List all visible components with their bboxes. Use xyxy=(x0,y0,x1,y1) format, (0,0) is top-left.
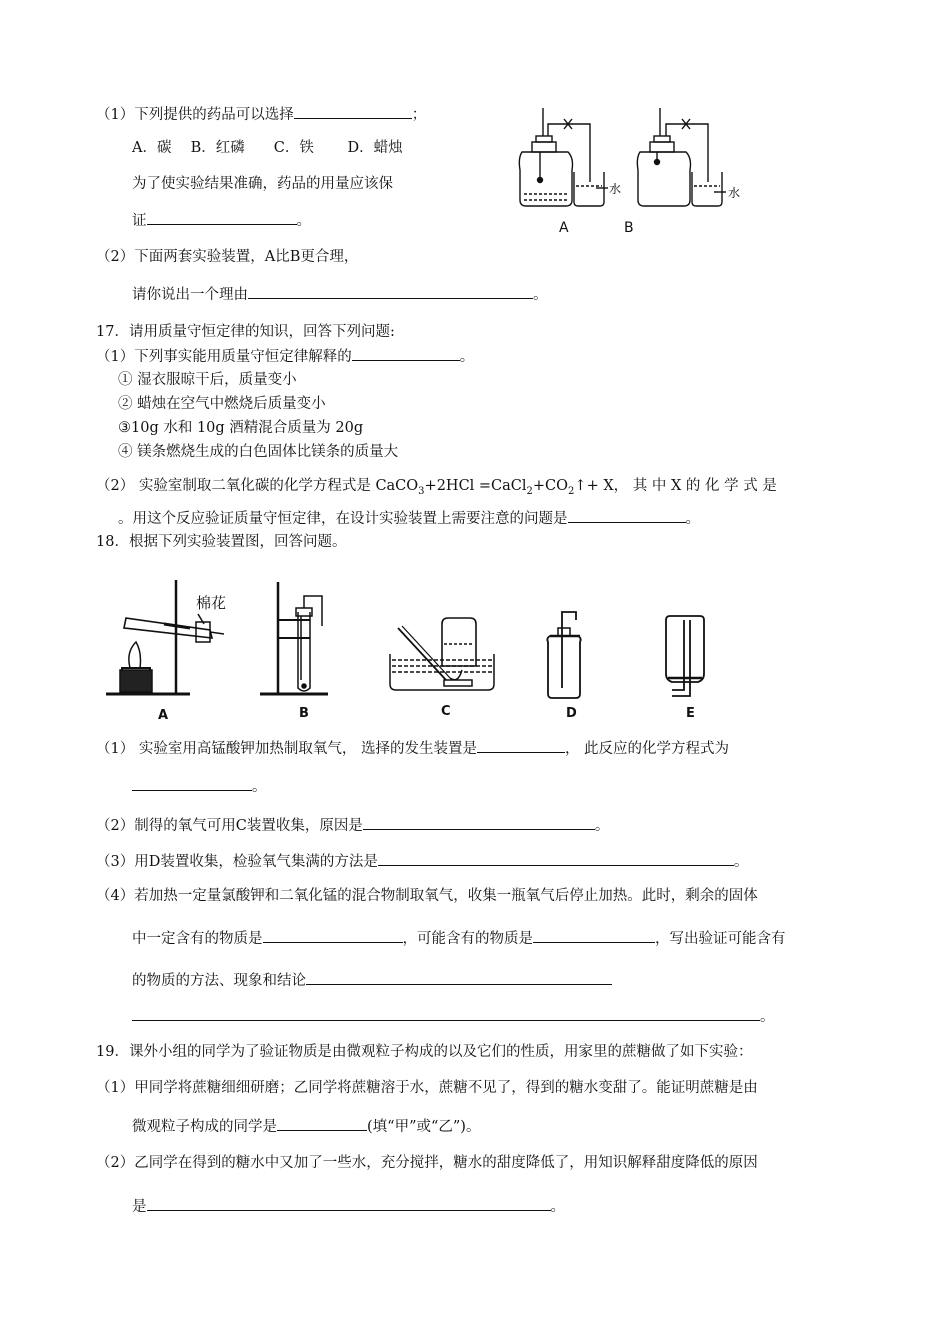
q19-title: 19．课外小组的同学为了验证物质是由微观粒子构成的以及它们的性质，用家里的蔗糖做了如下实验： xyxy=(96,1044,753,1060)
q18-part3-line xyxy=(96,851,748,872)
q17-answer-blank-2[interactable] xyxy=(568,508,686,523)
q17-eq-part-d: ↑+ X， 其 中 X 的 化 学 式 是 xyxy=(574,478,777,494)
q18-figure-label-e: E xyxy=(686,706,695,721)
apparatus-a xyxy=(519,108,608,206)
q19-answer-blank-1[interactable] xyxy=(277,1116,367,1131)
q18-part4-line-2 xyxy=(132,928,786,949)
q16-line4-suffix: 。 xyxy=(296,213,311,229)
q18-figure-label-c: C xyxy=(441,704,451,719)
q18-answer-blank-6[interactable] xyxy=(533,928,655,943)
q17-eq-part-a: （2） 实验室制取二氧化碳的化学方程式是 CaCO xyxy=(96,478,419,494)
q19-part1-suffix: (填“甲”或“乙”)。 xyxy=(367,1119,481,1135)
q18-part1-line xyxy=(96,738,729,759)
q17-eq-sub-2: 2 xyxy=(526,485,533,497)
q16-instruction-line: 为了使实验结果准确，药品的用量应该保 xyxy=(132,176,393,192)
q17-answer-blank-1[interactable] xyxy=(352,346,460,361)
q16-figure-label-b: B xyxy=(624,220,634,236)
q17-part1-line xyxy=(96,346,474,367)
q18-answer-blank-7[interactable] xyxy=(306,970,612,985)
q17-part2-prompt: 。用这个反应验证质量守恒定律，在设计实验装置上需要注意的问题是 xyxy=(118,511,568,527)
q16-part2-reason-line xyxy=(132,284,548,305)
q18-answer-blank-8[interactable] xyxy=(132,1006,760,1021)
apparatus-c xyxy=(390,618,494,690)
q18-part1-line-2 xyxy=(132,776,267,797)
q18-part4-line-4 xyxy=(132,1006,775,1027)
q16-line4-prefix: 证 xyxy=(132,213,147,229)
q17-eq-part-b: +2HCl =CaCl xyxy=(424,478,527,494)
q18-figure-label-a: A xyxy=(158,708,169,723)
q18-answer-blank-2[interactable] xyxy=(132,776,252,791)
q16-part2-line: （2）下面两套实验装置，A比B更合理， xyxy=(96,249,359,265)
q18-part4-prompt-d: 的物质的方法、现象和结论 xyxy=(132,973,306,989)
q19-part2-suffix: 。 xyxy=(550,1199,565,1215)
q18-part2-line xyxy=(96,815,609,836)
q19-part1-prompt: 微观粒子构成的同学是 xyxy=(132,1119,277,1135)
q19-part1-line-1: （1）甲同学将蔗糖细细研磨；乙同学将蔗糖溶于水，蔗糖不见了，得到的糖水变甜了。能证明蔗糖是由 xyxy=(96,1080,758,1096)
q17-part1-prompt: （1）下列事实能用质量守恒定律解释的 xyxy=(96,349,352,365)
q18-part4-prompt-c: ，写出验证可能含有 xyxy=(655,931,786,947)
q17-title: 17．请用质量守恒定律的知识，回答下列问题: xyxy=(96,324,395,340)
q18-answer-blank-5[interactable] xyxy=(263,928,403,943)
q18-cotton-label: 棉花 xyxy=(196,594,227,612)
q17-eq-sub-1: 3 xyxy=(418,485,425,497)
q17-part1-suffix: 。 xyxy=(459,349,475,365)
q18-part1-suffix: ， 此反应的化学方程式为 xyxy=(564,741,730,757)
q16-answer-blank-2[interactable] xyxy=(147,210,297,225)
q16-instruction-line-2 xyxy=(132,210,311,231)
q18-part3-prompt: （3）用D装置收集，检验氧气集满的方法是 xyxy=(96,854,378,870)
q17-option-3: ③10g 水和 10g 酒精混合质量为 20g xyxy=(118,420,364,436)
q16-answer-blank-1[interactable] xyxy=(294,104,412,119)
q19-part2-line-1: （2）乙同学在得到的糖水中又加了一些水，充分搅拌，糖水的甜度降低了，用知识解释甜度降低的原因 xyxy=(96,1155,758,1171)
q18-answer-blank-4[interactable] xyxy=(378,851,734,866)
q16-answer-blank-3[interactable] xyxy=(248,284,533,299)
q16-reason-suffix: 。 xyxy=(533,287,548,303)
q18-part2-suffix: 。 xyxy=(594,818,610,834)
q18-figure-label-d: D xyxy=(566,706,577,721)
apparatus-b xyxy=(260,582,328,694)
q16-reason-prompt: 请你说出一个理由 xyxy=(132,287,248,303)
q18-part1-prompt: （1） 实验室用高锰酸钾加热制取氧气， 选择的发生装置是 xyxy=(96,741,477,757)
q18-part3-suffix: 。 xyxy=(733,854,749,870)
apparatus-e xyxy=(666,616,704,696)
q16-water-label-a: 水 xyxy=(609,182,622,196)
q19-part2-line-2 xyxy=(132,1196,565,1217)
q17-part2-equation-line xyxy=(96,476,777,502)
q16-part1-prompt: （1）下列提供的药品可以选择 xyxy=(96,107,294,123)
q16-apparatus-figure xyxy=(510,100,760,220)
q18-part4-line-1: （4）若加热一定量氯酸钾和二氧化锰的混合物制取氧气，收集一瓶氧气后停止加热。此时，剩余的固体 xyxy=(96,888,758,904)
q17-part2-line-2 xyxy=(118,508,700,529)
apparatus-d xyxy=(547,612,580,698)
q19-part2-prompt: 是 xyxy=(132,1199,147,1215)
q16-part1-line xyxy=(96,104,426,125)
q16-part1-suffix: ； xyxy=(411,107,427,123)
q16-options: A．碳 B．红磷 C．铁 D．蜡烛 xyxy=(132,140,403,156)
q19-answer-blank-2[interactable] xyxy=(147,1196,551,1211)
q18-part4-line-3 xyxy=(132,970,612,991)
q18-answer-blank-1[interactable] xyxy=(477,738,565,753)
q18-part2-prompt: （2）制得的氧气可用C装置收集，原因是 xyxy=(96,818,363,834)
q18-figure-label-b: B xyxy=(299,706,309,721)
q17-option-2: ② 蜡烛在空气中燃烧后质量变小 xyxy=(118,396,326,412)
q19-part1-line-2 xyxy=(132,1116,480,1137)
q16-figure-label-a: A xyxy=(559,220,569,236)
q17-part2-suffix: 。 xyxy=(685,511,700,527)
q18-part4-prompt-a: 中一定含有的物质是 xyxy=(132,931,263,947)
q18-title: 18．根据下列实验装置图，回答问题。 xyxy=(96,534,347,550)
q16-water-label-b: 水 xyxy=(728,186,741,200)
apparatus-b xyxy=(637,108,726,206)
q17-option-4: ④ 镁条燃烧生成的白色固体比镁条的质量大 xyxy=(118,444,399,460)
q17-eq-sub-3: 2 xyxy=(568,485,575,497)
q18-part4-line4-suffix: 。 xyxy=(760,1009,775,1025)
q18-part4-prompt-b: ，可能含有的物质是 xyxy=(402,931,533,947)
q18-answer-blank-3[interactable] xyxy=(363,815,595,830)
q18-part1-line2-suffix: 。 xyxy=(252,779,267,795)
q17-option-1: ① 湿衣服晾干后，质量变小 xyxy=(118,372,297,388)
q17-eq-part-c: +CO xyxy=(532,478,569,494)
